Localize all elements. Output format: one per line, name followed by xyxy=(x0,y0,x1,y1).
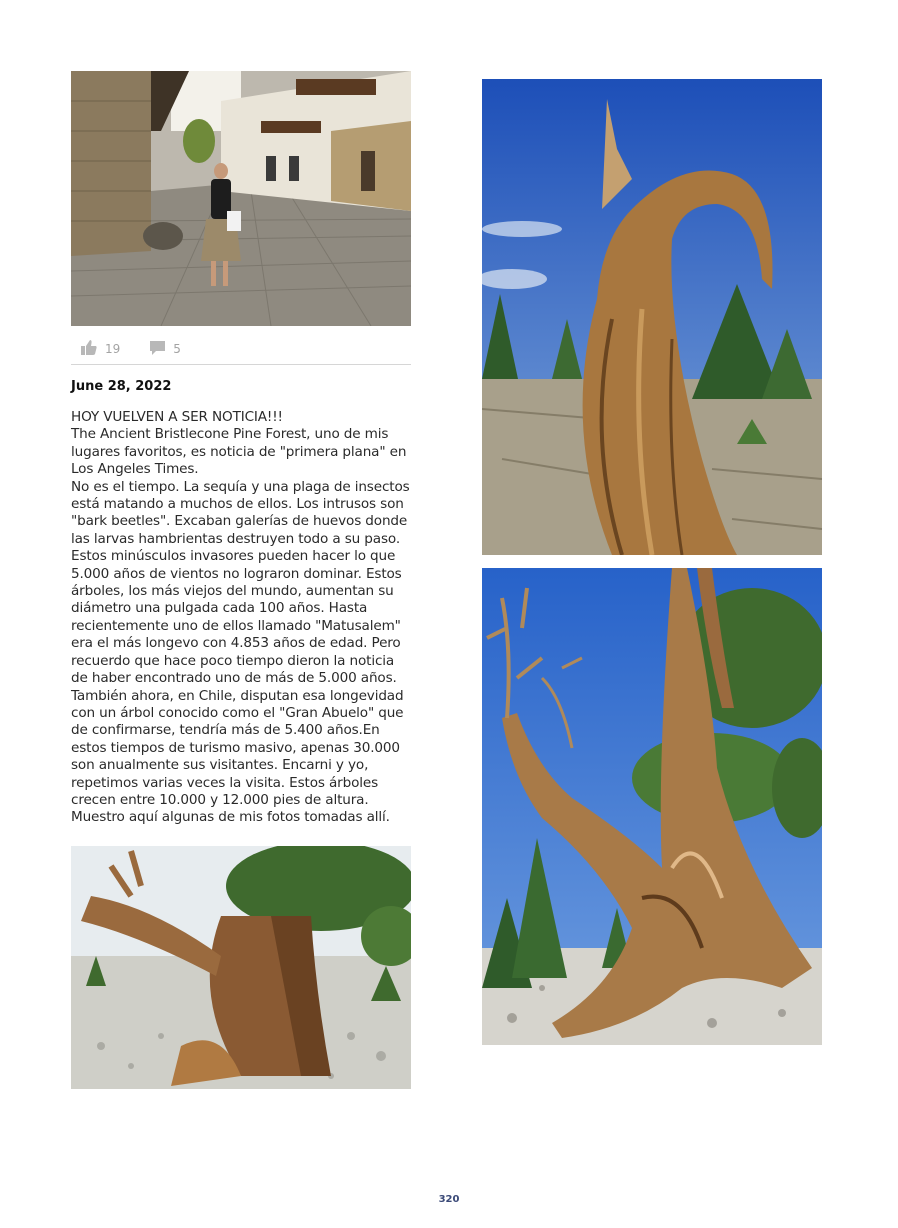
comments-count: 5 xyxy=(173,342,181,356)
post-line: The Ancient Bristlecone Pine Forest, uno de mis xyxy=(71,426,389,443)
page-number: 320 xyxy=(438,1194,460,1205)
post-line: de confirmarse, tendría más de 5.400 años.En xyxy=(71,722,380,739)
post-line: También ahora, en Chile, disputan esa longevidad xyxy=(71,687,404,704)
post-date: June 28, 2022 xyxy=(71,379,172,394)
post-line: 5.000 años de vientos no lograron dominar. Estos xyxy=(71,565,402,582)
twisted-pine-photo xyxy=(482,79,822,555)
street-photo xyxy=(71,71,411,326)
post-line: está matando a muchos de ellos. Los intrusos son xyxy=(71,496,404,513)
post-line: Muestro aquí algunas de mis fotos tomadas allí. xyxy=(71,809,390,826)
post-line: con un árbol conocido como el "Gran Abuelo" que xyxy=(71,704,404,721)
post-line: recientemente uno de ellos llamado "Matusalem" xyxy=(71,617,401,634)
pine-trunk-photo xyxy=(71,846,411,1089)
likes-count: 19 xyxy=(105,342,121,356)
post-line: recuerdo que hace poco tiempo dieron la noticia xyxy=(71,652,395,669)
speech-bubble-icon[interactable] xyxy=(150,341,165,358)
post-line: de haber encontrado uno de más de 5.000 años. xyxy=(71,670,397,687)
reactions-bar xyxy=(71,334,411,365)
post-line: árboles, los más viejos del mundo, aumentan su xyxy=(71,583,394,600)
post-line: Estos minúsculos invasores pueden hacer lo que xyxy=(71,548,396,565)
post-line: repetimos varias veces la visita. Estos árboles xyxy=(71,774,379,791)
post-body xyxy=(71,409,416,827)
post-line: las larvas hambrientas destruyen todo a su paso. xyxy=(71,530,400,547)
post-line: Los Angeles Times. xyxy=(71,461,199,478)
post-line: HOY VUELVEN A SER NOTICIA!!! xyxy=(71,409,283,425)
thumbs-up-icon[interactable] xyxy=(81,340,97,358)
post-line: "bark beetles". Excaban galerías de huevos donde xyxy=(71,513,408,530)
gnarled-pine-photo xyxy=(482,568,822,1045)
post-line: No es el tiempo. La sequía y una plaga de insectos xyxy=(71,478,410,495)
post-line: son anualmente sus visitantes. Encarni y yo, xyxy=(71,757,369,774)
post-line: diámetro una pulgada cada 100 años. Hasta xyxy=(71,600,368,617)
post-line: crecen entre 10.000 y 12.000 pies de altura. xyxy=(71,791,369,808)
post-line: lugares favoritos, es noticia de "primera plana" en xyxy=(71,443,407,460)
post-line: estos tiempos de turismo masivo, apenas 30.000 xyxy=(71,739,400,756)
post-line: era el más longevo con 4.853 años de edad. Pero xyxy=(71,635,401,652)
